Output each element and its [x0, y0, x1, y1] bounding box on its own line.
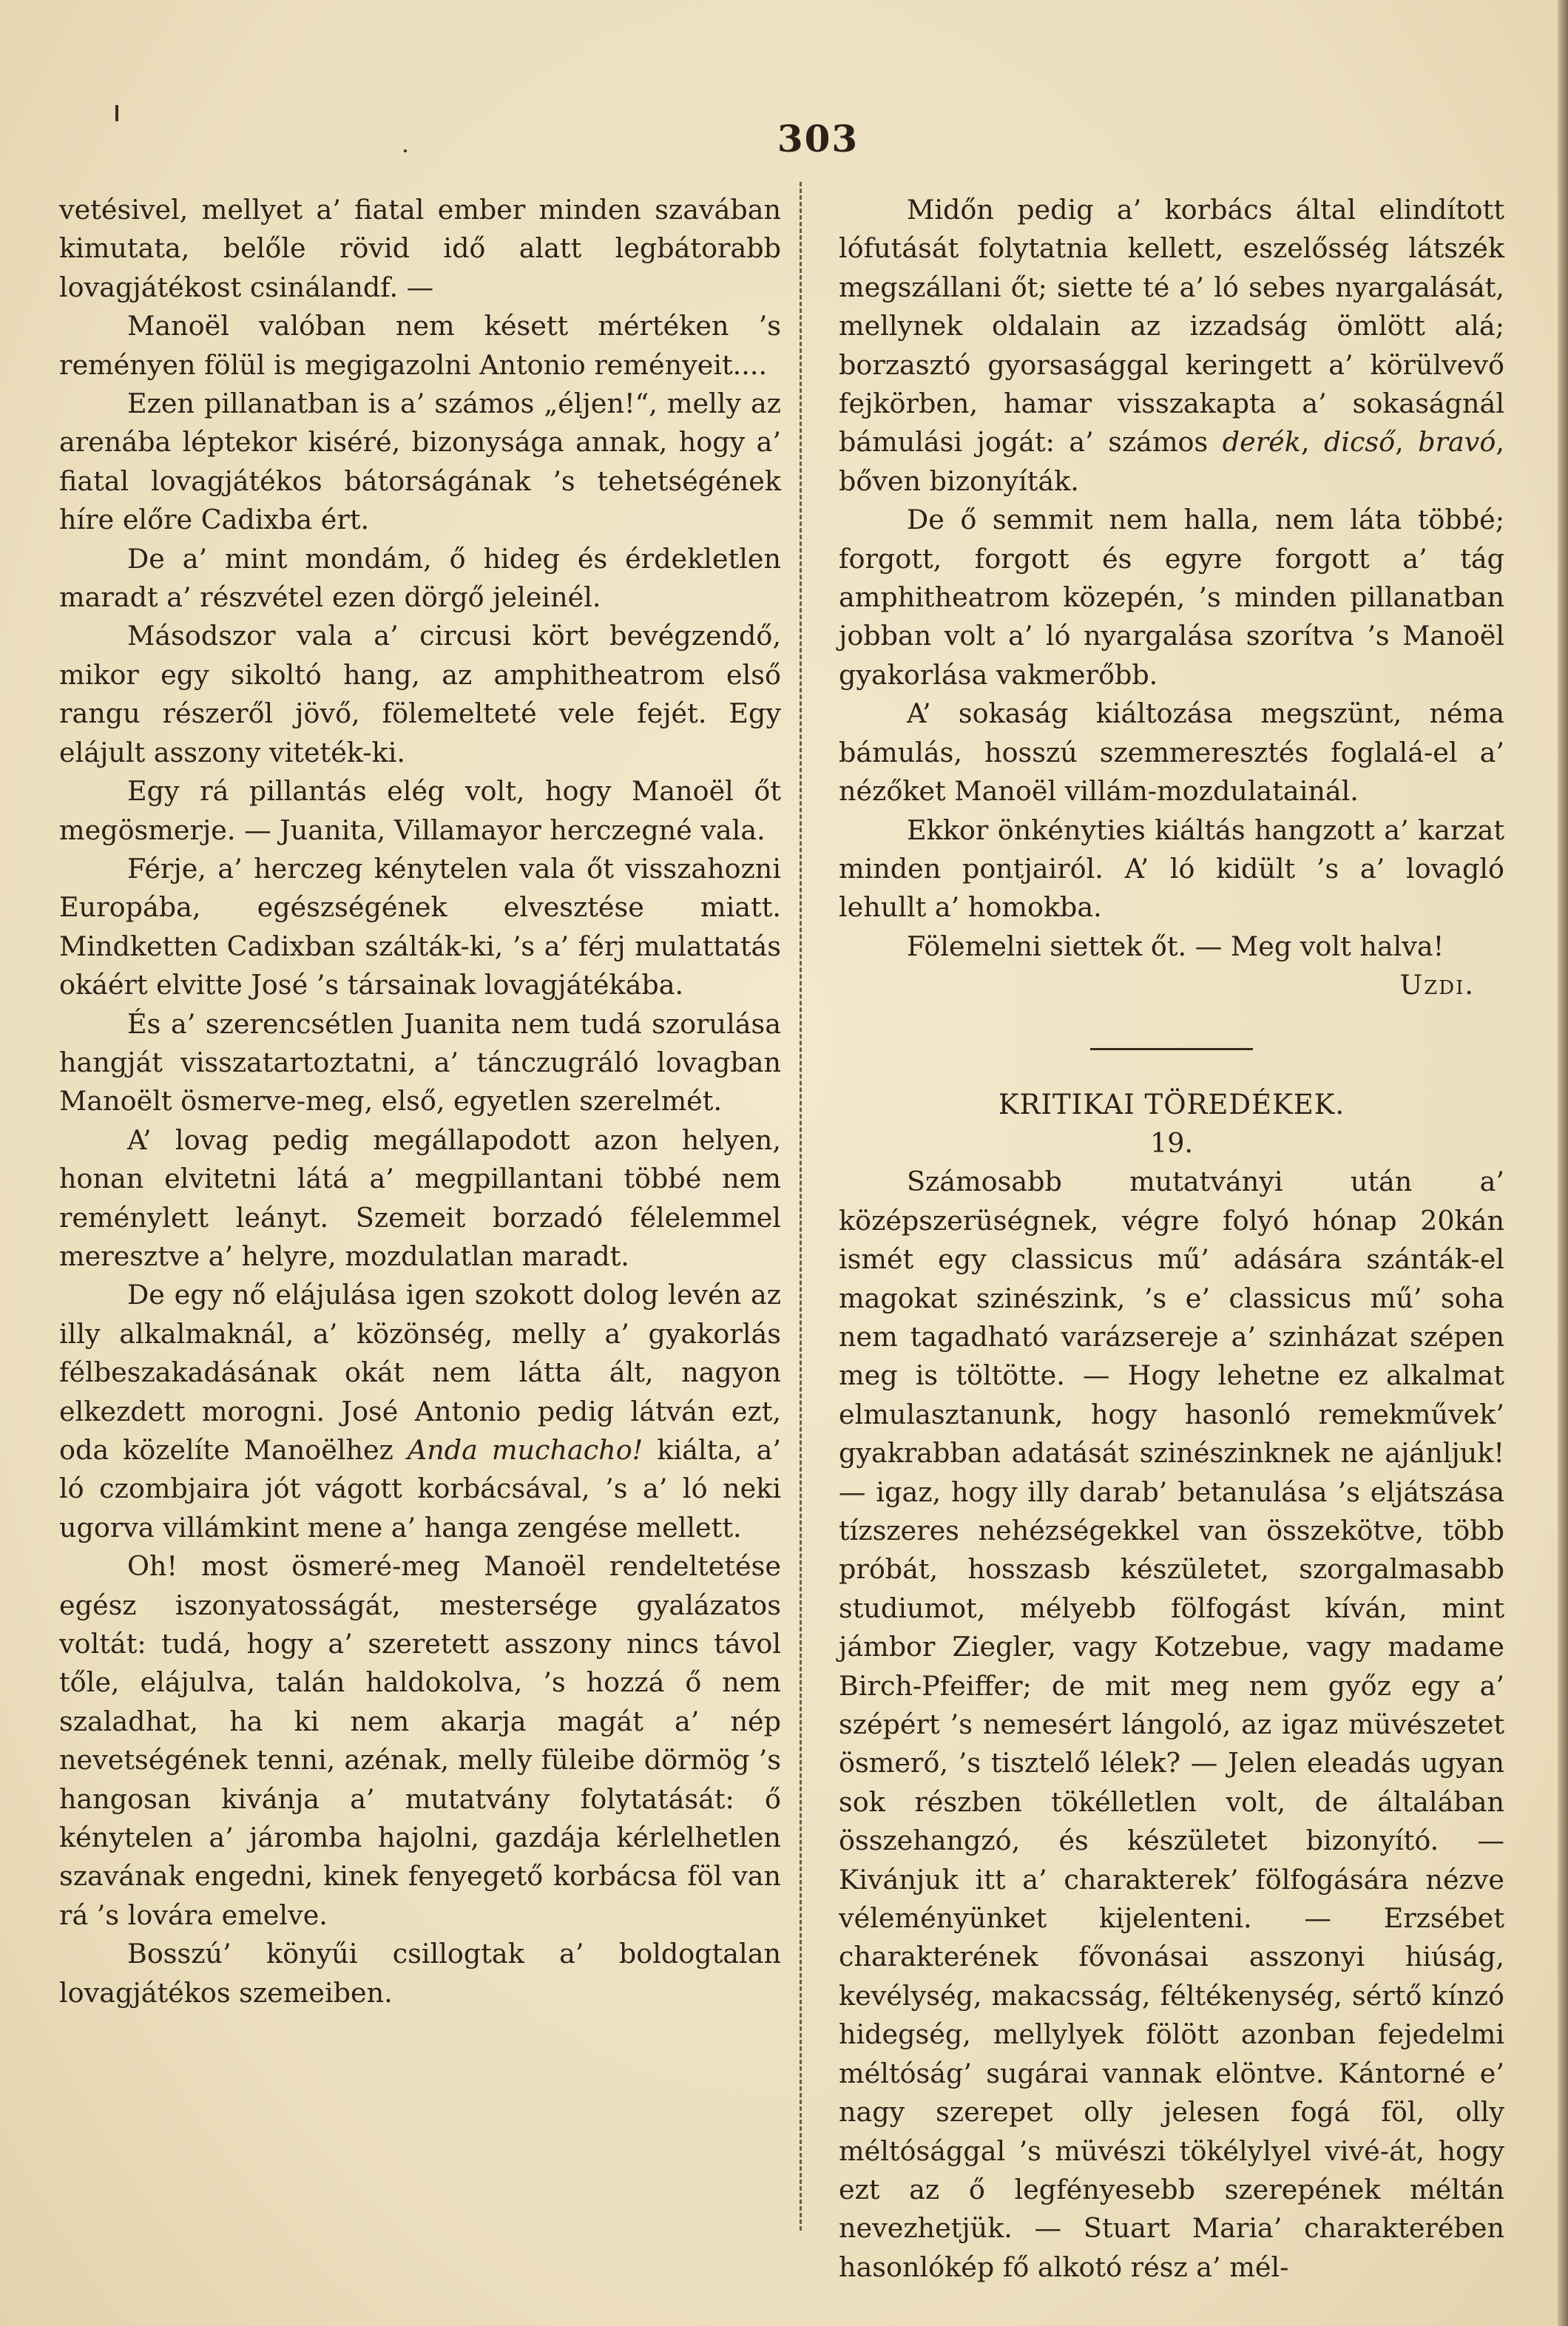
section-heading: KRITIKAI TÖREDÉKEK. [998, 1088, 1345, 1120]
paragraph: De a’ mint mondám, ő hideg és érdekletlen maradt a’ részvétel ezen dörgő jeleinél. [59, 542, 781, 614]
paragraph: Ekkor önkényties kiáltás hangzott a’ karzat minden pontjairól. A’ ló kidült ’s a’ lovagló lehullt a’ homokba. [839, 814, 1504, 924]
story-ending [839, 191, 1504, 966]
paragraph: Ezen pillanatban is a’ számos „éljen!“, melly az arenába léptekor kiséré, bizonysága annak, hogy a’ fiatal lovagjátékos bátorságának ’s tehetségének híre előre Cadixba ért. [59, 388, 781, 536]
ink-mark [115, 105, 118, 121]
paragraph: Számosabb mutatványi után a’ középszerüségnek, végre folyó hónap 20kán ismét egy classicus mű’ adására szánták-el magokat szinészink, ’s e’ classicus mű’ soha nem tagadható varázsereje a’ szinházat szépen meg is töltötte. — Hogy lehetne ez alkalmat elmulasztanunk, hogy hasonló remekművek’ gyakrabban adatását szinészinknek ne ajánljuk! — igaz, hogy illy darab’ betanulása ’s eljátszása tízszeres nehézségekkel van összekötve, több próbát, hosszasb készületet, szorgalmasabb studiumot, mélyebb fölfogást kíván, mint jámbor Ziegler, vagy Kotzebue, vagy madame Birch-Pfeiffer; de mit meg nem győz egy a’ szépért ’s nemesért lángoló, az igaz müvészetet ösmerő, ’s tisztelő lélek? — Jelen eleadás ugyan sok részben tökélletlen volt, de általában összehangzó, és készületet bizonyító. — Kivánjuk itt a’ charakterek’ fölfogására nézve véleményünket kijelenteni. — Erzsébet charakterének fővonásai asszonyi hiúság, kevélység, makacsság, féltékenység, sértő kínzó hidegség, mellylyek fölött azonban fejedelmi méltóság’ sugárai vannak elöntve. Kántorné e’ nagy szerepet olly jelesen fogá föl, olly méltósággal ’s müvészi tökélylyel vivé-át, hogy ezt az ő legfényesebb szerepének méltán nevezhetjük. — Stuart Maria’ charakterében hasonlókép fő alkotó rész a’ mél- [839, 1166, 1504, 2283]
author-signature: Uzdi. [1399, 969, 1475, 1001]
paragraph: Bosszú’ könyűi csillogtak a’ boldogtalan lovagjátékos szemeiben. [59, 1938, 781, 2009]
paragraph: És a’ szerencsétlen Juanita nem tudá szorulása hangját visszatartoztatni, a’ tánczugráló lovagban Manoëlt ösmerve-meg, első, egyetlen szerelmét. [59, 1007, 781, 1118]
paragraph: A’ lovag pedig megállapodott azon helyen, honan elvitetni látá a’ megpillantani többé nem reménylett leányt. Szemeit borzadó félelemmel meresztve a’ helyre, mozdulatlan maradt. [59, 1123, 781, 1272]
paragraph: De ő semmit nem halla, nem láta többé; forgott, forgott és egyre forgott a’ tág amphitheatrom közepén, ’s minden pillanatban jobban volt a’ ló nyargalása szorítva ’s Manoël gyakorlása vakmerőbb. [839, 504, 1504, 691]
paragraph: Midőn pedig a’ korbács által elindított lófutását folytatnia kellett, eszelősség látszék megszállani őt; siette té a’ ló sebes nyargalását, mellynek oldalain az izzadság ömlött alá; borzasztó gyorsasággal keringett a’ körülvevő fejkörben, hamar visszakapta a’ sokaságnál bámulási jogát: a’ számos derék, dicső, bravó, bőven bizonyíták. [839, 194, 1504, 497]
paragraph: De egy nő elájulása igen szokott dolog levén az illy alkalmaknál, a’ közönség, melly a’ gyakorlás félbeszakadásának okát nem látta ált, nagyon elkezdett morogni. José Antonio pedig látván ezt, oda közelíte Manoëlhez Anda muchacho! kiálta, a’ ló czombjaira jót vágott korbácsával, ’s a’ ló neki ugorva villámkint mene a’ hanga zengése mellett. [59, 1279, 781, 1544]
critique-text [839, 1163, 1504, 2287]
column-divider [800, 182, 802, 2231]
page-number: 303 [777, 117, 859, 160]
right-column [839, 191, 1504, 2287]
paragraph: Fölemelni siettek őt. — Meg volt halva! [907, 930, 1444, 962]
paragraph: Oh! most ösmeré-meg Manoël rendeltetése egész iszonyatosságát, mestersége gyalázatos voltát: tudá, hogy a’ szeretett asszony nincs távol tőle, elájulva, talán haldokolva, ’s hozzá ő nem szaladhat, ha ki nem akarja magát a’ nép nevetségének tenni, azénak, melly füleibe dörmög ’s hangosan kivánja a’ mutatvány folytatását: ő kénytelen a’ járomba hajolni, gazdája kérlelhetlen szavának engedni, kinek fenyegető korbácsa föl van rá ’s lovára emelve. [59, 1550, 781, 1931]
paragraph: Másodszor vala a’ circusi kört bevégzendő, mikor egy sikoltó hang, az amphitheatrom első rangu részeről jövő, fölemelteté vele fejét. Egy elájult asszony viteték-ki. [59, 620, 781, 768]
ink-dot [404, 149, 407, 152]
section-rule [1090, 1048, 1253, 1050]
left-column [59, 191, 781, 2012]
paragraph: A’ sokaság kiáltozása megszünt, néma bámulás, hosszú szemmeresztés foglalá-el a’ nézőket Manoël villám-mozdulatainál. [839, 697, 1504, 808]
paragraph: Manoël valóban nem késett mértéken ’s reményen fölül is megigazolni Antonio reményeit.... [59, 310, 781, 381]
section-number: 19. [1149, 1126, 1194, 1159]
page-edge [1558, 0, 1568, 2326]
paragraph: Férje, a’ herczeg kénytelen vala őt visszahozni Europába, egészségének elvesztése miatt. Mindketten Cadixban szálták-ki, ’s a’ férj mulattatás okáért elvitte José ’s társainak lovagjátékába. [59, 852, 781, 1001]
paragraph: vetésivel, mellyet a’ fiatal ember minden szavában kimutata, belőle rövid idő alatt legbátorabb lovagjátékost csinálandf. — [59, 194, 781, 303]
paragraph: Egy rá pillantás elég volt, hogy Manoël őt megösmerje. — Juanita, Villamayor herczegné vala. [59, 775, 781, 846]
